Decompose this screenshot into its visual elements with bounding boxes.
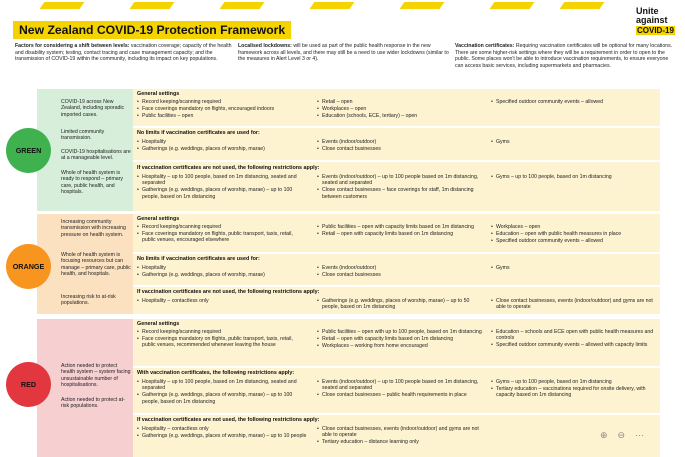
list-item: • Gyms – up to 100 people, based on 1m distancing [491, 174, 657, 180]
list-item: • Face coverings mandatory on flights, encouraged indoors [137, 106, 307, 112]
list-item: • Gatherings (e.g. weddings, places of worship, marae) [137, 272, 307, 278]
divider [133, 285, 660, 287]
list [317, 139, 485, 153]
list-item: • Hospitality – contactless only [137, 298, 307, 304]
list-item: • Close contact businesses, events (indoor/outdoor) and gyms are not able to operate [491, 298, 657, 311]
stripe [130, 2, 175, 9]
level-label: ORANGE [12, 262, 45, 271]
list-item: • Tertiary education – distance learning only [317, 439, 485, 445]
list-item: • Hospitality [137, 265, 307, 271]
divider [133, 366, 660, 368]
list-item: • Public facilities – open [137, 113, 307, 119]
section-subhead: If vaccination certificates are not used, the following restrictions apply: [137, 165, 320, 171]
list-item: • Hospitality – up to 100 people, based on 1m distancing, seated and separated [137, 379, 307, 392]
section-subhead: General settings [137, 91, 180, 97]
list-item: • Record keeping/scanning required [137, 329, 307, 335]
orange-level-section [37, 214, 660, 314]
level-desc: COVID-19 hospitalisations are at a manageable level. [61, 149, 131, 162]
list-item: • Education – schools and ECE open with public health measures and controls [491, 329, 657, 342]
list-item: • Close contact businesses – face coverings for staff, 1m distancing between customers [317, 187, 485, 200]
page-title: New Zealand COVID-19 Protection Framework [19, 23, 286, 37]
list-item: • Hospitality [137, 139, 307, 145]
list-item: • Events (indoor/outdoor) – up to 100 people based on 1m distancing, seated and separated [317, 174, 485, 187]
level-label: GREEN [15, 146, 42, 155]
green-level-badge [6, 128, 51, 173]
list-item: • Workplaces – open [491, 224, 657, 230]
list-item: • Events (indoor/outdoor) [317, 139, 485, 145]
list-item: • Gyms [491, 265, 657, 271]
stripe [310, 2, 355, 9]
list [317, 99, 485, 120]
logo-line: against [636, 15, 668, 25]
list [317, 379, 485, 399]
intro-heading: Vaccination certificates: [455, 43, 515, 49]
list-item: • Tertiary education – vaccinations required for onsite delivery, with capacity based on 1m distancing [491, 386, 657, 399]
list-item: • Events (indoor/outdoor) [317, 265, 485, 271]
stripe [40, 2, 85, 9]
zoom-in-icon[interactable]: ⊕ [600, 430, 608, 440]
list-item: • Retail – open with capacity limits based on 1m distancing [317, 336, 485, 342]
list-item: • Events (indoor/outdoor) – up to 100 people based on 1m distancing, seated and separated [317, 379, 485, 392]
intro-text: Requiring vaccination certificates will be optional for many locations. There are some higher-risk settings where they will be a requirement in order to open to the public. Some places won't be able to introduce vaccination requirements, to ensure everyone can access basic services, including supermarkets and pharmacies. [455, 43, 673, 69]
top-stripes [0, 0, 600, 14]
list-item: • Workplaces – open [317, 106, 485, 112]
list-item: • Hospitality – contactless only [137, 426, 307, 432]
list [137, 139, 307, 153]
list [317, 298, 485, 311]
list-item: • Face coverings mandatory on flights, public transport, taxis, retail, public venues, encouraged elsewhere [137, 231, 307, 244]
list [137, 379, 307, 406]
red-level-badge [6, 362, 51, 407]
list [317, 329, 485, 350]
logo-line: COVID-19 [637, 26, 674, 35]
list [317, 224, 485, 238]
list [137, 426, 307, 440]
list [137, 99, 307, 120]
list-item: • Gyms [491, 139, 657, 145]
list-item: • Education – open with public health measures in place [491, 231, 657, 237]
section-subhead: If vaccination certificates are not used, the following restrictions apply: [137, 417, 320, 423]
list-item: • Gatherings (e.g. weddings, places of worship, marae) – up to 100 people, based on 1m distancing [137, 392, 307, 405]
level-desc: COVID-19 across New Zealand, including sporadic imported cases. [61, 99, 125, 118]
list [137, 329, 307, 349]
list [491, 224, 657, 245]
list-item: • Workplaces – working from home encouraged [317, 343, 485, 349]
list-item: • Public facilities – open with capacity limits based on 1m distancing [317, 224, 485, 230]
level-desc: Limited community transmission. [61, 129, 105, 142]
list-item: • Gatherings (e.g. weddings, places of worship, marae) – up to 50 people, based on 1m distancing [317, 298, 485, 311]
red-description [37, 319, 129, 457]
level-desc: Action needed to protect at-risk populations. [61, 397, 125, 410]
zoom-out-icon[interactable]: ⊖ [617, 430, 626, 440]
list-item: • Gyms – up to 100 people, based on 1m distancing [491, 379, 657, 385]
zoom-controls [600, 430, 644, 441]
title-bar [13, 21, 291, 39]
list-item: • Record keeping/scanning required [137, 224, 307, 230]
list-item: • Education (schools, ECE, tertiary) – open [317, 113, 485, 119]
list-item: • Record keeping/scanning required [137, 99, 307, 105]
list-item: • Close contact businesses [317, 272, 485, 278]
list-item: • Retail – open with capacity limits based on 1m distancing [317, 231, 485, 237]
list-item: • Face coverings mandatory on flights, public transport, taxis, retail, public venues, recommended whenever leaving the house [137, 336, 307, 349]
green-rules [133, 89, 660, 211]
list [491, 265, 657, 272]
list [317, 265, 485, 279]
divider [133, 252, 660, 254]
more-icon[interactable]: ⋯ [635, 430, 645, 440]
level-label: RED [20, 380, 37, 389]
level-desc: Action needed to protect health system – system facing unsustainable number of hospitalisations. [61, 363, 131, 389]
list-item: • Hospitality – up to 100 people, based on 1m distancing, seated and separated [137, 174, 307, 187]
intro-lockdowns [238, 43, 450, 63]
list [491, 329, 657, 349]
list-item: • Public facilities – open with up to 100 people, based on 1m distancing [317, 329, 485, 335]
divider [133, 413, 660, 415]
list-item: • Gatherings (e.g. weddings, places of worship, marae) – up to 10 people [137, 433, 307, 439]
list [137, 174, 307, 201]
level-desc: Increasing community transmission with increasing pressure on health system. [61, 219, 126, 238]
list [491, 298, 657, 311]
intro-text: will be used as part of the public health response in the new framework across all levels, and there may still be a need to use wider lockdowns (similar to the measures in Alert Level 3 or 4). [238, 43, 449, 63]
orange-rules [133, 214, 660, 314]
level-desc: Whole of health system is ready to respond – primary care, public health, and hospitals. [61, 170, 123, 196]
list-item: • Retail – open [317, 99, 485, 105]
list [491, 139, 657, 146]
section-subhead: General settings [137, 216, 180, 222]
list-item: • Close contact businesses – public health requirements in place [317, 392, 485, 398]
list-item: • Close contact businesses [317, 146, 485, 152]
red-level-section [37, 319, 660, 457]
list [137, 298, 307, 305]
divider [133, 126, 660, 128]
orange-level-badge [6, 244, 51, 289]
stripe [560, 2, 605, 9]
list-item: • Gatherings (e.g. weddings, places of worship, marae) – up to 100 people, based on 1m distancing [137, 187, 307, 200]
section-subhead: No limits if vaccination certificates are used for: [137, 256, 260, 262]
intro-vaccination [455, 43, 673, 69]
logo-line: Unite [636, 6, 659, 16]
divider [133, 160, 660, 162]
list [491, 99, 657, 106]
stripe [220, 2, 265, 9]
list [137, 265, 307, 279]
level-desc: Increasing risk to at-risk populations. [61, 294, 116, 307]
section-subhead: If vaccination certificates are not used, the following restrictions apply: [137, 289, 320, 295]
stripe [490, 2, 535, 9]
section-subhead: General settings [137, 321, 180, 327]
list-item: • Specified outdoor community events – allowed [491, 99, 657, 105]
list-item: • Gatherings (e.g. weddings, places of worship, marae) [137, 146, 307, 152]
unite-against-covid-logo [636, 7, 678, 35]
list-item: • Close contact businesses, events (indoor/outdoor) and gyms are not able to operate [317, 426, 485, 439]
section-subhead: With vaccination certificates, the following restrictions apply: [137, 370, 295, 376]
intro-heading: Localised lockdowns: [238, 43, 292, 49]
list [317, 426, 485, 446]
red-rules [133, 319, 660, 457]
intro-heading: Factors for considering a shift between levels: [15, 43, 130, 49]
list [491, 174, 657, 181]
intro-factors [15, 43, 233, 63]
level-desc: Whole of health system is focusing resources but can manage – primary care, public health, and hospitals. [61, 252, 131, 278]
intro-text: vaccination coverage; capacity of the health and disability system; testing, contact tracing and case management capacity; and the transmission of COVID-19 within the community, including its impact on key populations. [15, 43, 232, 63]
list-item: • Specified outdoor community events – allowed with capacity limits [491, 342, 657, 348]
stripe [400, 2, 445, 9]
list-item: • Specified outdoor community events – allowed [491, 238, 657, 244]
list [317, 174, 485, 201]
section-subhead: No limits if vaccination certificates are used for: [137, 130, 260, 136]
green-level-section [37, 89, 660, 211]
list [137, 224, 307, 244]
list [491, 379, 657, 399]
